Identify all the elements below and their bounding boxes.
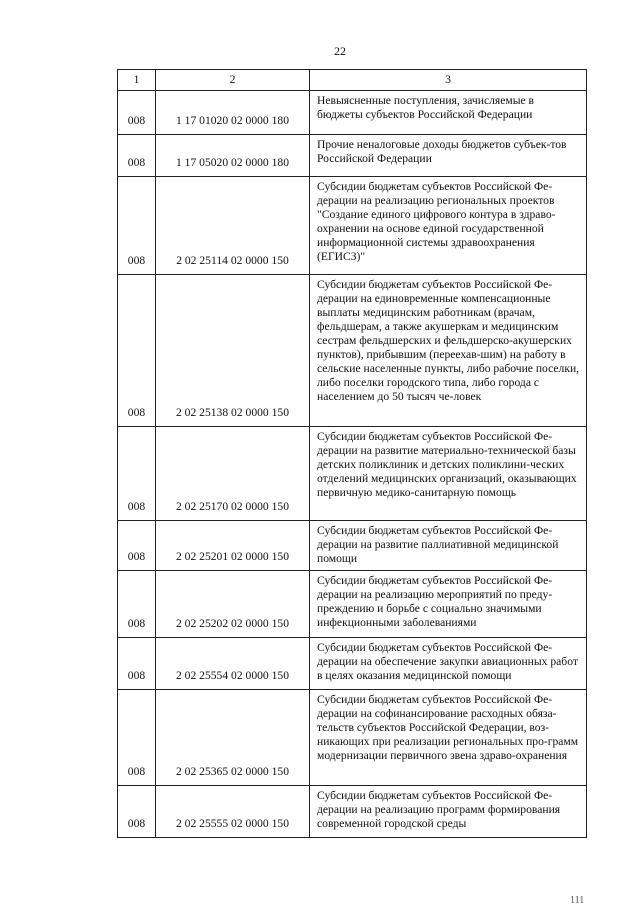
budget-code-cell: 1 17 05020 02 0000 180: [156, 135, 310, 177]
table-row: [118, 91, 587, 135]
table-row: [118, 177, 587, 275]
table-row: [118, 135, 587, 177]
description-cell: Субсидии бюджетам субъектов Российской Фе-дерации на реализацию программ формирования современной городской среды: [310, 786, 587, 838]
budget-code-cell: 2 02 25365 02 0000 150: [156, 690, 310, 786]
table-row: [118, 275, 587, 427]
column-header-1: 1: [118, 70, 156, 91]
admin-code-cell: 008: [118, 135, 156, 177]
admin-code-cell: 008: [118, 427, 156, 521]
budget-code-cell: 2 02 25114 02 0000 150: [156, 177, 310, 275]
table-row: [118, 786, 587, 838]
admin-code-cell: 008: [118, 177, 156, 275]
description-cell: Субсидии бюджетам субъектов Российской Фе-дерации на софинансирование расходных обяза-тельств субъектов Российской Федерации, воз-никающих при реализации региональных про-грамм модернизации первичного звена здраво-охранения: [310, 690, 587, 786]
admin-code-cell: 008: [118, 91, 156, 135]
budget-code-cell: 2 02 25554 02 0000 150: [156, 638, 310, 690]
description-cell: Субсидии бюджетам субъектов Российской Фе-дерации на обеспечение закупки авиационных работ в целях оказания медицинской помощи: [310, 638, 587, 690]
admin-code-cell: 008: [118, 521, 156, 571]
table-row: [118, 571, 587, 638]
budget-code-cell: 2 02 25138 02 0000 150: [156, 275, 310, 427]
admin-code-cell: 008: [118, 786, 156, 838]
budget-code-cell: 1 17 01020 02 0000 180: [156, 91, 310, 135]
footer-mark: 111: [570, 895, 585, 906]
admin-code-cell: 008: [118, 275, 156, 427]
revenue-codes-table: [117, 69, 587, 838]
admin-code-cell: 008: [118, 571, 156, 638]
table-row: [118, 690, 587, 786]
table-row: [118, 638, 587, 690]
budget-code-cell: 2 02 25202 02 0000 150: [156, 571, 310, 638]
description-cell: Невыясненные поступления, зачисляемые в бюджеты субъектов Российской Федерации: [310, 91, 587, 135]
table-row: [118, 521, 587, 571]
description-cell: Субсидии бюджетам субъектов Российской Фе-дерации на реализацию мероприятий по преду-преждению и борьбе с социально значимыми инфекционными заболеваниями: [310, 571, 587, 638]
admin-code-cell: 008: [118, 638, 156, 690]
admin-code-cell: 008: [118, 690, 156, 786]
page-number: 22: [334, 44, 346, 58]
description-cell: Субсидии бюджетам субъектов Российской Фе-дерации на единовременные компенсационные выплаты медицинским работникам (врачам, фельдшерам, а также акушеркам и медицинским сестрам фельдшерских и фельдшерско-акушерских пунктов), прибывшим (переехав-шим) на работу в сельские населенные пункты, либо рабочие поселки, либо поселки городского типа, либо города с населением до 50 тысяч че-ловек: [310, 275, 587, 427]
column-header-3: 3: [310, 70, 587, 91]
description-cell: Субсидии бюджетам субъектов Российской Фе-дерации на реализацию региональных проектов "Создание единого цифрового контура в здраво-охранении на основе единой государственной информационной системы здравоохранения (ЕГИСЗ)": [310, 177, 587, 275]
description-cell: Субсидии бюджетам субъектов Российской Фе-дерации на развитие материально-технической базы детских поликлиник и детских поликлини-ческих отделений медицинских организаций, оказывающих первичную медико-санитарную помощь: [310, 427, 587, 521]
budget-code-cell: 2 02 25555 02 0000 150: [156, 786, 310, 838]
budget-code-cell: 2 02 25201 02 0000 150: [156, 521, 310, 571]
column-header-2: 2: [156, 70, 310, 91]
description-cell: Прочие неналоговые доходы бюджетов субъек-тов Российской Федерации: [310, 135, 587, 177]
description-cell: Субсидии бюджетам субъектов Российской Фе-дерации на развитие паллиативной медицинской помощи: [310, 521, 587, 571]
table-row: [118, 427, 587, 521]
table-header-row: [118, 70, 587, 91]
budget-code-cell: 2 02 25170 02 0000 150: [156, 427, 310, 521]
